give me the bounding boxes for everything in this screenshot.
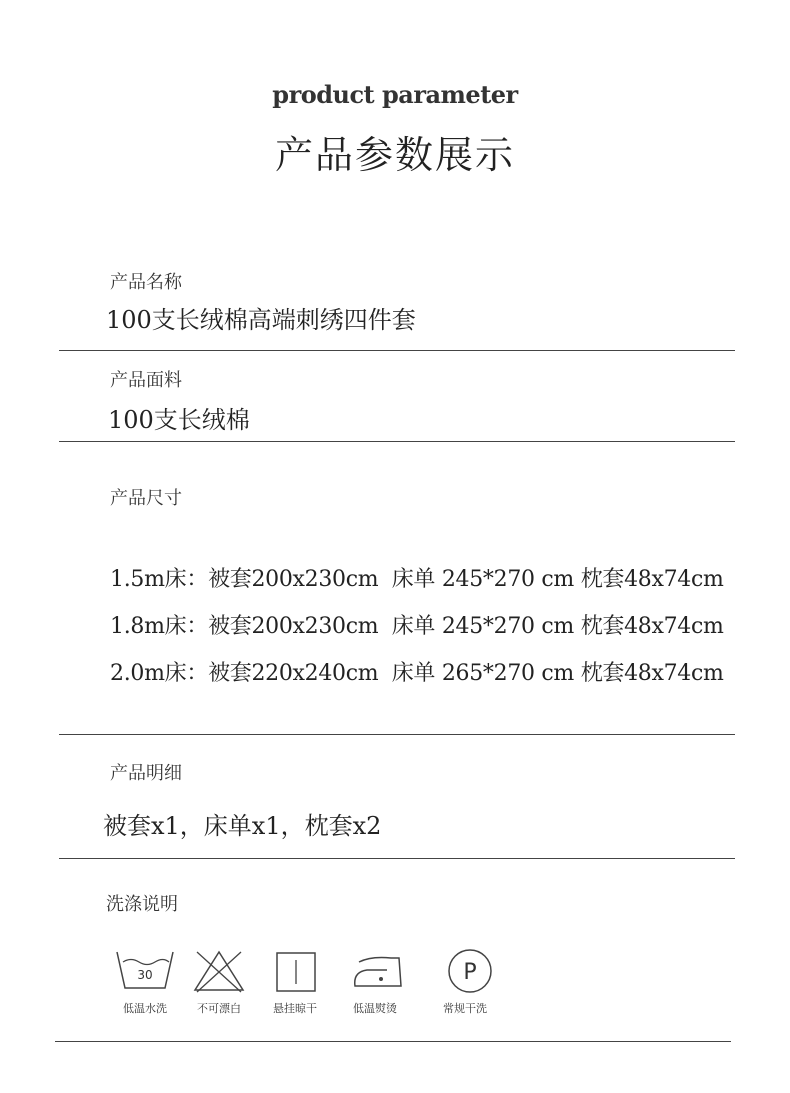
care-item-label: 悬挂晾干: [273, 1002, 317, 1015]
duvet-size: 被套220x240cm: [208, 661, 379, 686]
details-value: 被套x1，床单x1，枕套x2: [103, 812, 382, 840]
care-item-label: 低温熨烫: [353, 1002, 397, 1015]
page-title: 产品参数展示: [274, 133, 515, 177]
care-item-iron: [340, 948, 410, 1016]
no-bleach-icon: [187, 948, 251, 994]
divider: [59, 350, 735, 351]
bed-size: 1.8m床：: [110, 614, 209, 639]
pillow-size: 枕套48x74cm: [580, 614, 724, 639]
duvet-size: 被套200x230cm: [208, 614, 379, 639]
details-label: 产品明细: [110, 763, 182, 784]
bed-size: 1.5m床：: [110, 567, 209, 592]
care-item-label: 低温水洗: [123, 1002, 167, 1015]
dry-clean-text: P: [463, 960, 477, 985]
fabric-label: 产品面料: [110, 370, 182, 391]
bed-size: 2.0m床：: [110, 661, 209, 686]
divider: [59, 858, 735, 859]
care-label: 洗涤说明: [106, 894, 178, 915]
dry-clean-icon: [433, 948, 497, 994]
divider: [59, 441, 735, 442]
fabric-value: 100支长绒棉: [108, 406, 250, 434]
care-item-dry-clean: [430, 948, 500, 1016]
iron-low-icon: [343, 948, 407, 994]
size-row: [110, 562, 724, 593]
pillow-size: 枕套48x74cm: [580, 661, 724, 686]
wash-temp-text: 30: [137, 968, 153, 982]
wash-30-icon: [113, 948, 177, 994]
care-item-hang-dry: [260, 948, 330, 1016]
sheet-size: 床单 265*270 cm: [391, 661, 574, 686]
care-item-label: 不可漂白: [197, 1002, 241, 1015]
divider: [55, 1041, 731, 1042]
size-label: 产品尺寸: [110, 488, 182, 509]
care-item-no-bleach: [184, 948, 254, 1016]
care-item-wash: [110, 948, 180, 1016]
size-row: [110, 656, 724, 687]
product-name-value: 100支长绒棉高端刺绣四件套: [106, 306, 416, 334]
subtitle-en: product parameter: [272, 80, 518, 109]
care-item-label: 常规干洗: [443, 1002, 487, 1015]
sheet-size: 床单 245*270 cm: [391, 614, 574, 639]
pillow-size: 枕套48x74cm: [580, 567, 724, 592]
size-row: [110, 609, 724, 640]
hang-dry-icon: [263, 948, 327, 994]
divider: [59, 734, 735, 735]
sheet-size: 床单 245*270 cm: [391, 567, 574, 592]
duvet-size: 被套200x230cm: [208, 567, 379, 592]
product-name-label: 产品名称: [110, 272, 182, 293]
